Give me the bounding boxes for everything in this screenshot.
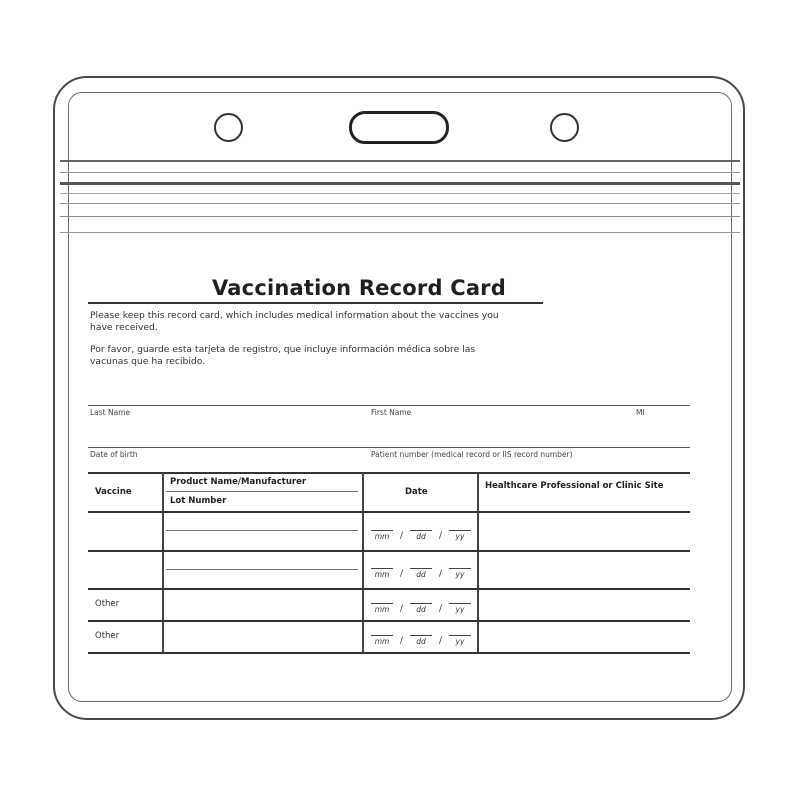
zip-seal-line [60, 232, 740, 233]
date-format: mm / dd / yy [371, 568, 471, 579]
table-col-divider [162, 473, 164, 653]
header-site: Healthcare Professional or Clinic Site [485, 481, 664, 491]
last-name-label: Last Name [90, 408, 131, 417]
date-format: mm / dd / yy [371, 530, 471, 541]
table-bottom-border [88, 652, 690, 654]
title-underline [88, 302, 543, 304]
row-vaccine-label: Other [95, 631, 120, 641]
row-inner-line [166, 530, 358, 531]
zip-seal-line [60, 182, 740, 185]
date-format: mm / dd / yy [371, 635, 471, 646]
mi-label: MI [636, 408, 645, 417]
header-product: Product Name/Manufacturer [170, 477, 307, 487]
lanyard-slot [349, 111, 449, 144]
name-line [88, 405, 690, 406]
table-header-bottom [88, 511, 690, 513]
row-vaccine-label: Other [95, 599, 120, 609]
zip-seal-line [60, 216, 740, 217]
date-format: mm / dd / yy [371, 603, 471, 614]
dob-line [88, 447, 690, 448]
table-row-border [88, 620, 690, 622]
zip-seal-line [60, 203, 740, 204]
card-title: Vaccination Record Card [212, 276, 506, 300]
dob-label: Date of birth [90, 450, 138, 459]
header-lot: Lot Number [170, 496, 227, 506]
row-inner-line [166, 569, 358, 570]
intro-spanish: Por favor, guarde esta tarjeta de registro, que incluye información médica sobre las vacunas que ha recibido. [90, 344, 476, 367]
first-name-label: First Name [371, 408, 412, 417]
header-vaccine: Vaccine [95, 487, 132, 497]
zip-seal-line [60, 193, 740, 194]
right-punch-hole [550, 113, 579, 142]
table-col-divider [362, 473, 364, 653]
zip-seal-line [60, 160, 740, 162]
table-top-border [88, 472, 690, 474]
left-punch-hole [214, 113, 243, 142]
table-row-border [88, 550, 690, 552]
table-row-border [88, 588, 690, 590]
table-col-divider [477, 473, 479, 653]
header-product-divider [166, 491, 358, 492]
patient-number-label: Patient number (medical record or IIS record number) [371, 450, 573, 459]
intro-english: Please keep this record card, which includes medical information about the vaccines you have received. [90, 310, 499, 333]
header-date: Date [405, 487, 428, 497]
zip-seal-line [60, 172, 740, 173]
